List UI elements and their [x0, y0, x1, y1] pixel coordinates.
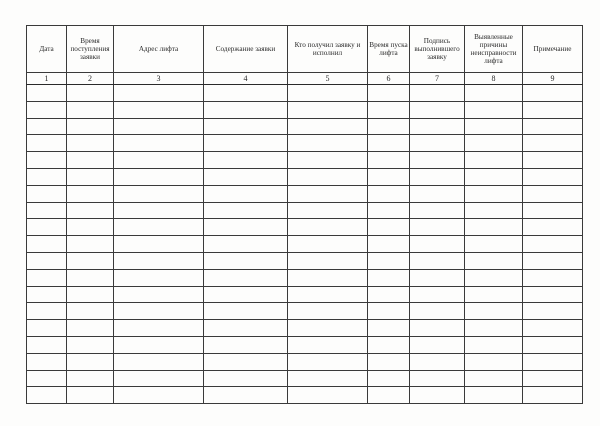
- table-cell[interactable]: [288, 269, 368, 286]
- table-cell[interactable]: [410, 252, 465, 269]
- table-cell[interactable]: [465, 152, 523, 169]
- table-cell[interactable]: [204, 101, 288, 118]
- table-cell[interactable]: [27, 118, 67, 135]
- table-cell[interactable]: [67, 168, 114, 185]
- table-cell[interactable]: [67, 370, 114, 387]
- column-header-date: Дата: [27, 26, 67, 73]
- table-cell[interactable]: [410, 168, 465, 185]
- table-cell[interactable]: [368, 85, 410, 102]
- table-cell[interactable]: [465, 269, 523, 286]
- table-row: [27, 135, 583, 152]
- table-cell[interactable]: [27, 202, 67, 219]
- column-header-lift-address: Адрес лифта: [114, 26, 204, 73]
- table-cell[interactable]: [523, 168, 583, 185]
- table-cell[interactable]: [27, 101, 67, 118]
- table-row: [27, 202, 583, 219]
- table-cell[interactable]: [114, 336, 204, 353]
- table-cell[interactable]: [523, 185, 583, 202]
- table-cell[interactable]: [523, 252, 583, 269]
- table-cell[interactable]: [204, 168, 288, 185]
- table-cell[interactable]: [368, 269, 410, 286]
- table-cell[interactable]: [410, 101, 465, 118]
- table-cell[interactable]: [523, 336, 583, 353]
- table-cell[interactable]: [465, 336, 523, 353]
- table-cell[interactable]: [410, 387, 465, 404]
- table-cell[interactable]: [27, 85, 67, 102]
- table-cell[interactable]: [410, 118, 465, 135]
- table-cell[interactable]: [288, 168, 368, 185]
- table-cell[interactable]: [27, 370, 67, 387]
- table-cell[interactable]: [204, 353, 288, 370]
- table-row: [27, 219, 583, 236]
- table-cell[interactable]: [465, 85, 523, 102]
- table-cell[interactable]: [465, 135, 523, 152]
- table-cell[interactable]: [27, 236, 67, 253]
- table-cell[interactable]: [27, 320, 67, 337]
- table-cell[interactable]: [288, 185, 368, 202]
- table-row: [27, 303, 583, 320]
- table-cell[interactable]: [288, 236, 368, 253]
- column-number-row: [27, 73, 583, 85]
- table-cell[interactable]: [204, 252, 288, 269]
- table-cell[interactable]: [204, 236, 288, 253]
- table-cell[interactable]: [204, 152, 288, 169]
- table-row: [27, 336, 583, 353]
- header-row: [27, 26, 583, 73]
- table-cell[interactable]: [368, 252, 410, 269]
- table-cell[interactable]: [410, 135, 465, 152]
- table-cell[interactable]: [288, 286, 368, 303]
- table-cell[interactable]: [410, 202, 465, 219]
- table-cell[interactable]: [523, 85, 583, 102]
- table-cell[interactable]: [288, 353, 368, 370]
- table-cell[interactable]: [465, 303, 523, 320]
- table-cell[interactable]: [204, 320, 288, 337]
- table-cell[interactable]: [410, 286, 465, 303]
- table-cell[interactable]: [204, 303, 288, 320]
- table-cell[interactable]: [67, 269, 114, 286]
- table-cell[interactable]: [368, 303, 410, 320]
- table-row: [27, 118, 583, 135]
- table-cell[interactable]: [288, 85, 368, 102]
- table-row: [27, 185, 583, 202]
- column-number: 1: [27, 73, 67, 85]
- table-cell[interactable]: [204, 336, 288, 353]
- table-cell[interactable]: [288, 219, 368, 236]
- table-cell[interactable]: [465, 101, 523, 118]
- table-cell[interactable]: [410, 370, 465, 387]
- table-cell[interactable]: [114, 303, 204, 320]
- column-number: 5: [288, 73, 368, 85]
- table-cell[interactable]: [368, 286, 410, 303]
- table-cell[interactable]: [465, 236, 523, 253]
- table-cell[interactable]: [67, 320, 114, 337]
- table-cell[interactable]: [67, 286, 114, 303]
- table-row: [27, 85, 583, 102]
- table-cell[interactable]: [67, 353, 114, 370]
- column-header-request-content: Содержание заявки: [204, 26, 288, 73]
- table-cell[interactable]: [27, 185, 67, 202]
- table-cell[interactable]: [410, 320, 465, 337]
- table-cell[interactable]: [288, 252, 368, 269]
- table-cell[interactable]: [114, 101, 204, 118]
- table-cell[interactable]: [465, 118, 523, 135]
- table-row: [27, 252, 583, 269]
- table-row: [27, 269, 583, 286]
- table-cell[interactable]: [368, 168, 410, 185]
- column-header-start-time: Время пуска лифта: [368, 26, 410, 73]
- table-cell[interactable]: [114, 269, 204, 286]
- table-cell[interactable]: [204, 370, 288, 387]
- table-cell[interactable]: [410, 152, 465, 169]
- lift-request-log-table: [26, 25, 583, 404]
- table-cell[interactable]: [67, 185, 114, 202]
- table-cell[interactable]: [67, 85, 114, 102]
- table-cell[interactable]: [288, 387, 368, 404]
- column-number: 4: [204, 73, 288, 85]
- table-row: [27, 168, 583, 185]
- table-cell[interactable]: [465, 286, 523, 303]
- table-cell[interactable]: [27, 269, 67, 286]
- table-cell[interactable]: [67, 202, 114, 219]
- table-cell[interactable]: [368, 370, 410, 387]
- table-cell[interactable]: [465, 252, 523, 269]
- table-cell[interactable]: [114, 85, 204, 102]
- table-cell[interactable]: [27, 286, 67, 303]
- table-cell[interactable]: [523, 202, 583, 219]
- table-cell[interactable]: [523, 219, 583, 236]
- table-row: [27, 387, 583, 404]
- table-cell[interactable]: [67, 219, 114, 236]
- table-row: [27, 370, 583, 387]
- table-cell[interactable]: [114, 118, 204, 135]
- table-cell[interactable]: [204, 387, 288, 404]
- column-header-note: Примечание: [523, 26, 583, 73]
- table-cell[interactable]: [114, 252, 204, 269]
- table-cell[interactable]: [27, 152, 67, 169]
- table-cell[interactable]: [288, 118, 368, 135]
- table-cell[interactable]: [67, 135, 114, 152]
- table-cell[interactable]: [114, 152, 204, 169]
- table-cell[interactable]: [465, 387, 523, 404]
- table-cell[interactable]: [114, 202, 204, 219]
- column-number: 9: [523, 73, 583, 85]
- column-number: 2: [67, 73, 114, 85]
- table-cell[interactable]: [67, 252, 114, 269]
- column-header-signature: Подпись выполнившего заявку: [410, 26, 465, 73]
- table-cell[interactable]: [204, 219, 288, 236]
- table-cell[interactable]: [368, 135, 410, 152]
- table-cell[interactable]: [410, 336, 465, 353]
- table-cell[interactable]: [523, 135, 583, 152]
- table-cell[interactable]: [523, 286, 583, 303]
- table-cell[interactable]: [523, 236, 583, 253]
- table-cell[interactable]: [523, 387, 583, 404]
- table-cell[interactable]: [368, 118, 410, 135]
- table-cell[interactable]: [204, 135, 288, 152]
- table-cell[interactable]: [368, 101, 410, 118]
- table-cell[interactable]: [288, 303, 368, 320]
- table-cell[interactable]: [465, 202, 523, 219]
- table-cell[interactable]: [27, 353, 67, 370]
- table-cell[interactable]: [288, 202, 368, 219]
- column-header-request-time: Время поступления заявки: [67, 26, 114, 73]
- table-cell[interactable]: [114, 320, 204, 337]
- table-cell[interactable]: [114, 236, 204, 253]
- table-cell[interactable]: [410, 185, 465, 202]
- table-cell[interactable]: [27, 336, 67, 353]
- column-number: 8: [465, 73, 523, 85]
- table-cell[interactable]: [523, 320, 583, 337]
- table-cell[interactable]: [523, 101, 583, 118]
- table-cell[interactable]: [288, 101, 368, 118]
- table-cell[interactable]: [465, 353, 523, 370]
- table-cell[interactable]: [67, 303, 114, 320]
- table-cell[interactable]: [368, 202, 410, 219]
- table-row: [27, 320, 583, 337]
- table-cell[interactable]: [204, 202, 288, 219]
- table-cell[interactable]: [465, 168, 523, 185]
- table-cell[interactable]: [410, 269, 465, 286]
- table-cell[interactable]: [368, 320, 410, 337]
- table-cell[interactable]: [204, 286, 288, 303]
- table-row: [27, 353, 583, 370]
- table-cell[interactable]: [368, 185, 410, 202]
- table-cell[interactable]: [523, 118, 583, 135]
- table-cell[interactable]: [27, 168, 67, 185]
- table-cell[interactable]: [288, 135, 368, 152]
- table-cell[interactable]: [410, 219, 465, 236]
- table-cell[interactable]: [368, 336, 410, 353]
- table-cell[interactable]: [288, 370, 368, 387]
- column-header-received-by: Кто получил заявку и исполнил: [288, 26, 368, 73]
- table-cell[interactable]: [368, 152, 410, 169]
- table-cell[interactable]: [114, 135, 204, 152]
- table-cell[interactable]: [288, 336, 368, 353]
- table-cell[interactable]: [465, 370, 523, 387]
- table-row: [27, 286, 583, 303]
- table-row: [27, 236, 583, 253]
- table-cell[interactable]: [465, 185, 523, 202]
- table-cell[interactable]: [67, 336, 114, 353]
- table-cell[interactable]: [27, 219, 67, 236]
- table-cell[interactable]: [114, 185, 204, 202]
- table-cell[interactable]: [204, 118, 288, 135]
- column-number: 3: [114, 73, 204, 85]
- table-cell[interactable]: [410, 236, 465, 253]
- table-cell[interactable]: [27, 387, 67, 404]
- table-cell[interactable]: [67, 101, 114, 118]
- table-cell[interactable]: [523, 353, 583, 370]
- table-cell[interactable]: [410, 303, 465, 320]
- table-cell[interactable]: [410, 85, 465, 102]
- table-cell[interactable]: [204, 269, 288, 286]
- table-cell[interactable]: [67, 152, 114, 169]
- table-cell[interactable]: [368, 387, 410, 404]
- table-cell[interactable]: [465, 320, 523, 337]
- table-cell[interactable]: [204, 85, 288, 102]
- table-cell[interactable]: [523, 269, 583, 286]
- table-cell[interactable]: [67, 236, 114, 253]
- table-cell[interactable]: [114, 370, 204, 387]
- table-cell[interactable]: [368, 236, 410, 253]
- column-number: 7: [410, 73, 465, 85]
- table-row: [27, 101, 583, 118]
- table-row: [27, 152, 583, 169]
- table-cell[interactable]: [288, 320, 368, 337]
- table-cell[interactable]: [368, 219, 410, 236]
- table-cell[interactable]: [523, 370, 583, 387]
- table-cell[interactable]: [523, 303, 583, 320]
- table-cell[interactable]: [67, 387, 114, 404]
- table-cell[interactable]: [27, 135, 67, 152]
- column-number: 6: [368, 73, 410, 85]
- table-cell[interactable]: [114, 286, 204, 303]
- table-cell[interactable]: [67, 118, 114, 135]
- table-cell[interactable]: [27, 303, 67, 320]
- table-cell[interactable]: [368, 353, 410, 370]
- table-cell[interactable]: [465, 219, 523, 236]
- table-cell[interactable]: [114, 387, 204, 404]
- table-cell[interactable]: [288, 152, 368, 169]
- table-cell[interactable]: [114, 168, 204, 185]
- table-cell[interactable]: [114, 219, 204, 236]
- table-cell[interactable]: [523, 152, 583, 169]
- table-cell[interactable]: [204, 185, 288, 202]
- table-cell[interactable]: [410, 353, 465, 370]
- table-cell[interactable]: [27, 252, 67, 269]
- table-cell[interactable]: [114, 353, 204, 370]
- column-header-fault-causes: Выявленные причины неисправности лифта: [465, 26, 523, 73]
